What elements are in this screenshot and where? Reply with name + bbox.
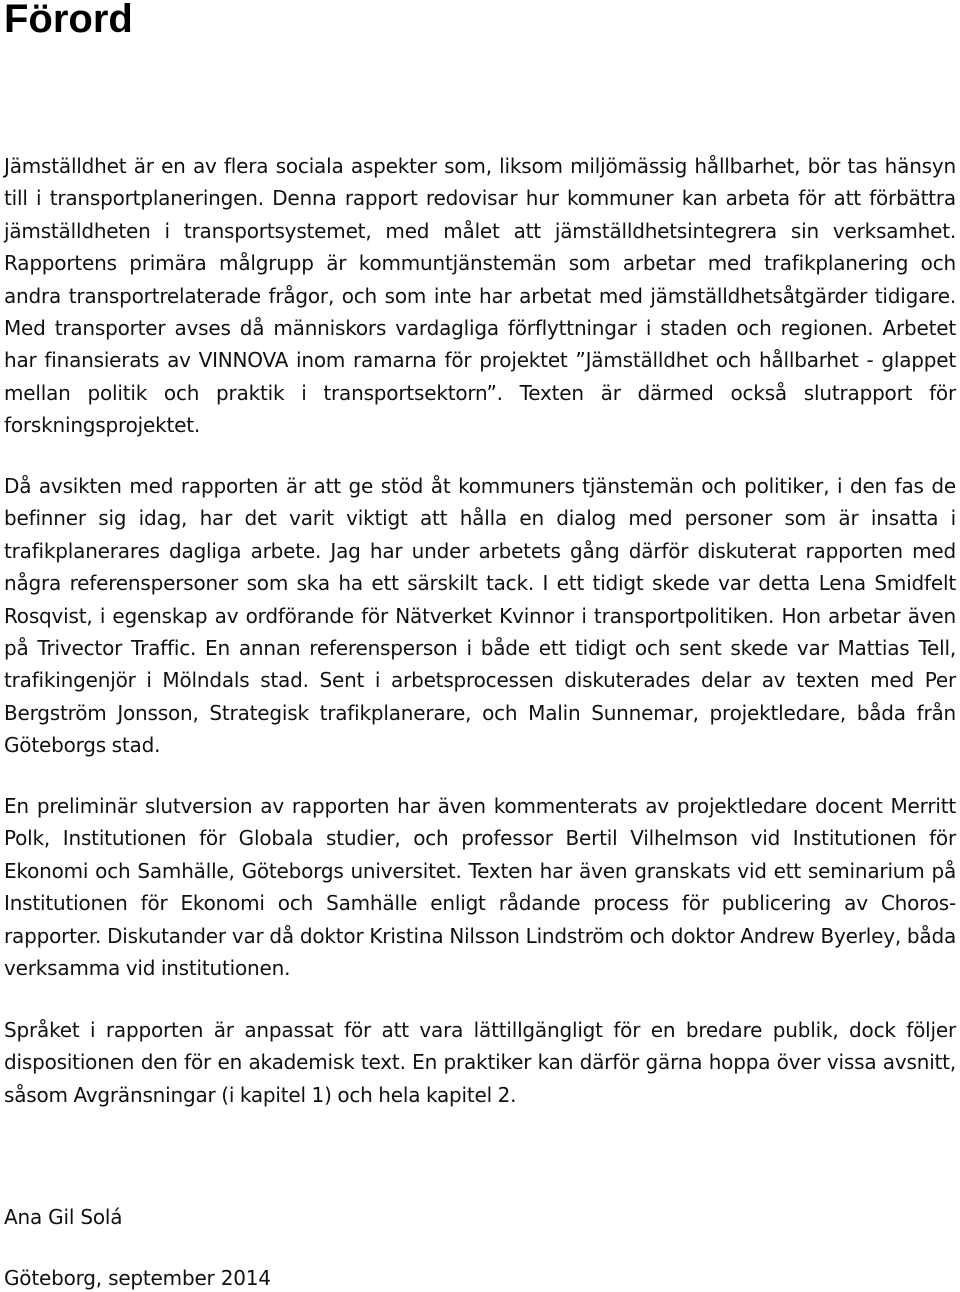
author-name: Ana Gil Solá xyxy=(4,1205,123,1229)
paragraph-language-note: Språket i rapporten är anpassat för att vara lättillgängligt för en bredare publik, dock följer dispositionen den för en akademisk text. En praktiker kan därför gärna hoppa över vissa avsnitt, såsom Avgränsningar (i kapitel 1) och hela kapitel 2. xyxy=(4,1018,956,1107)
page-title: Förord xyxy=(4,0,133,41)
paragraph-reference-persons: Då avsikten med rapporten är att ge stöd åt kommuners tjänstemän och politiker, i den fas de befinner sig idag, har det varit viktigt att hålla en dialog med personer som är insatta i trafikplanerares dagliga arbete. Jag har under arbetets gång därför diskuterat rapporten med några referenspersoner som ska ha ett särskilt tack. I ett tidigt skede var detta Lena Smidfelt Rosqvist, i egenskap av ordförande för Nätverket Kvinnor i transportpolitiken. Hon arbetar även på Trivector Traffic. En annan referensperson i både ett tidigt och sent skede var Mattias Tell, trafikingenjör i Mölndals stad. Sent i arbetsprocessen diskuterades delar av texten med Per Bergström Jonsson, Strategisk trafikplanerare, och Malin Sunnemar, projektledare, båda från Göteborgs stad. xyxy=(4,474,956,758)
place-and-date: Göteborg, september 2014 xyxy=(4,1266,271,1290)
paragraph-intro: Jämställdhet är en av flera sociala aspekter som, liksom miljömässig hållbarhet, bör tas hänsyn till i transportplaneringen. Denna rapport redovisar hur kommuner kan arbeta för att förbättra jämställdheten i transportsystemet, med målet att jämställdhetsintegrera sin verksamhet. Rapportens primära målgrupp är kommuntjänstemän som arbetar med trafikplanering och andra transportrelaterade frågor, och som inte har arbetat med jämställdhetsåtgärder tidigare. Med transporter avses då människors vardagliga förflyttningar i staden och regionen. Arbetet har finansierats av VINNOVA inom ramarna för projektet ”Jämställdhet och hållbarhet - glappet mellan politik och praktik i transportsektorn”. Texten är därmed också slutrapport för forskningsprojektet. xyxy=(4,154,956,438)
paragraph-review: En preliminär slutversion av rapporten har även kommenterats av projektledare docent Merritt Polk, Institutionen för Globala studier, och professor Bertil Vilhelmson vid Institutionen för Ekonomi och Samhälle, Göteborgs universitet. Texten har även granskats vid ett seminarium på Institutionen för Ekonomi och Samhälle enligt rådande process för publicering av Choros-rapporter. Diskutander var då doktor Kristina Nilsson Lindström och doktor Andrew Byerley, båda verksamma vid institutionen. xyxy=(4,794,956,981)
